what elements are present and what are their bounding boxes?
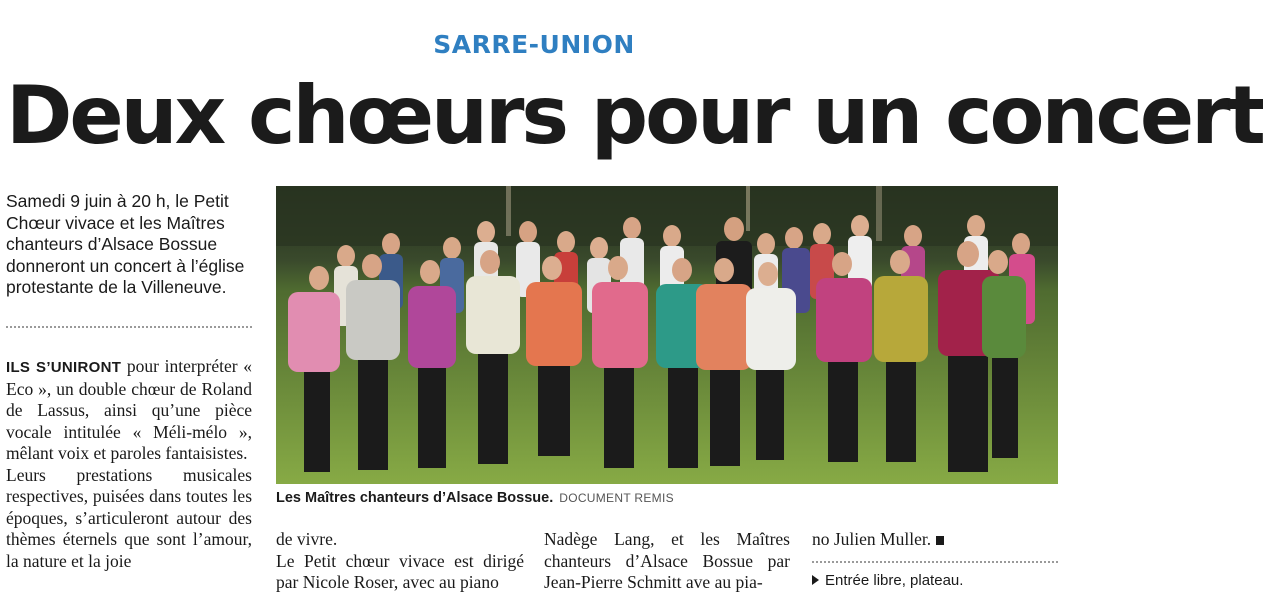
body-column-2: [276, 529, 524, 594]
body-text: no Julien Muller.: [812, 529, 932, 549]
arrow-icon: [812, 575, 819, 585]
lead-divider: [6, 326, 252, 328]
photo-caption: [276, 489, 1058, 507]
info-text: Entrée libre, plateau.: [825, 572, 964, 589]
body-column-3: [544, 529, 790, 594]
info-line: [812, 572, 963, 589]
choir-photo-image: [276, 186, 1058, 484]
choir-photo: [276, 186, 1058, 484]
section-kicker: SARRE-UNION: [433, 30, 635, 59]
body-text: de vivre.: [276, 529, 338, 549]
body-text: pour interpréter « Eco », un double chœur de Roland de Lassus, ainsi qu’une pièce vocale intitulée « Méli-mélo », mêlant voix et paroles fantaisistes.: [6, 356, 252, 463]
caps-opening: ILS S’UNIRONT: [6, 359, 122, 376]
body-text: Nadège Lang, et les Maîtres chanteurs d’Alsace Bossue par Jean-Pierre Schmitt ave au pia-: [544, 529, 790, 592]
body-text: Le Petit chœur vivace est dirigé par Nicole Roser, avec au piano: [276, 550, 524, 592]
headline: Deux chœurs pour un concert: [6, 69, 1263, 162]
photo-credit: DOCUMENT REMIS: [559, 491, 674, 505]
info-divider: [812, 561, 1058, 563]
body-column-1: [6, 356, 252, 572]
lead-paragraph: Samedi 9 juin à 20 h, le Petit Chœur vivace et les Maîtres chanteurs d’Alsace Bossue donneront un concert à l’église protestante de la Villeneuve.: [6, 191, 245, 297]
body-text: Leurs prestations musicales respectives, puisées dans toutes les époques, s’articuleront autour des thèmes éternels que sont l’amour, la nature et la joie: [6, 464, 252, 571]
caption-text: Les Maîtres chanteurs d’Alsace Bossue.: [276, 490, 554, 506]
body-column-4: [812, 529, 1058, 551]
end-of-article-mark: [936, 536, 944, 545]
